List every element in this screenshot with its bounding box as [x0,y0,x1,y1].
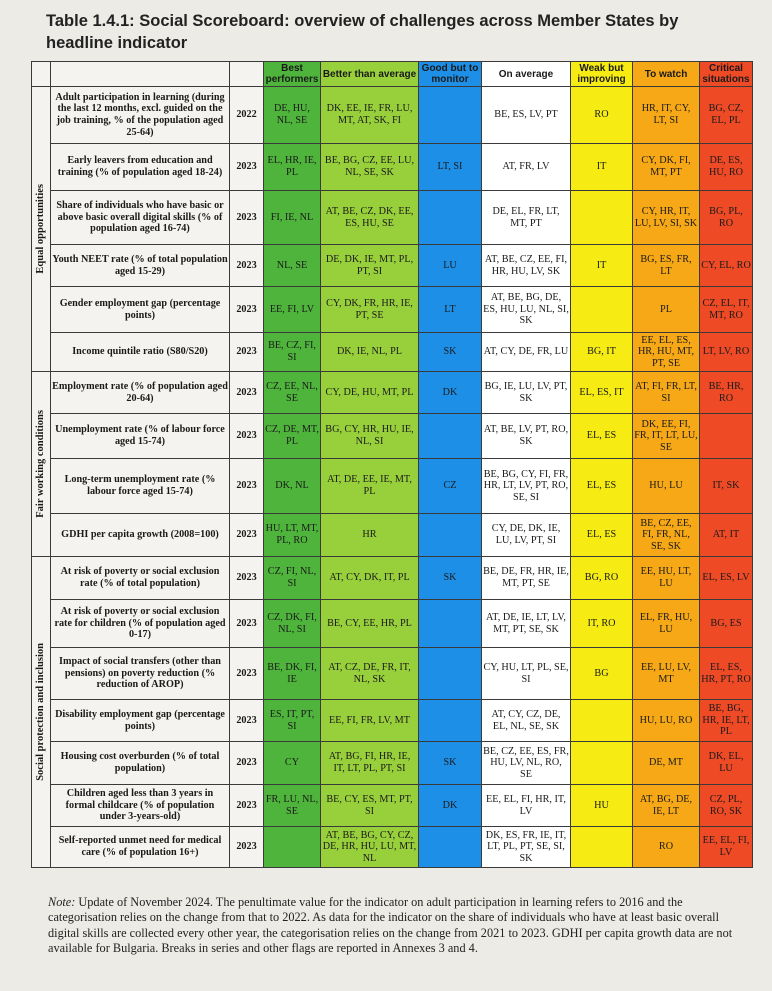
column-header: Weak but improving [571,62,633,87]
country-cell: CY, HU, LT, PL, SE, SI [482,648,571,700]
country-cell: ES, IT, PT, SI [264,700,321,742]
country-cell [571,742,633,785]
indicator-label: Children aged less than 3 years in formal childcare (% of population under 3-years-old) [51,785,230,827]
indicator-year: 2023 [230,287,264,333]
country-cell: BE, DK, FI, IE [264,648,321,700]
social-scoreboard-table [31,61,753,868]
country-cell: LT [419,287,482,333]
country-cell: CY, DE, HU, MT, PL [321,372,419,414]
indicator-label: Housing cost overburden (% of total population) [51,742,230,785]
indicator-label: Unemployment rate (% of labour force aged 15-74) [51,414,230,459]
country-cell: CY, DK, FR, HR, IE, PT, SE [321,287,419,333]
column-header: Critical situations [700,62,753,87]
country-cell: SK [419,557,482,600]
country-cell: AT, DE, IE, LT, LV, MT, PT, SE, SK [482,600,571,648]
country-cell: AT, BE, CZ, DK, EE, ES, HU, SE [321,191,419,245]
table-row [32,600,753,648]
country-cell [419,700,482,742]
indicator-label: GDHI per capita growth (2008=100) [51,514,230,557]
country-cell [419,414,482,459]
country-cell: AT, BE, BG, DE, ES, HU, LU, NL, SI, SK [482,287,571,333]
country-cell: LT, LV, RO [700,333,753,372]
country-cell: IT [571,144,633,191]
country-cell [419,827,482,868]
table-row [32,557,753,600]
country-cell: CY, HR, IT, LU, LV, SI, SK [633,191,700,245]
country-cell: DK [419,785,482,827]
table-row [32,648,753,700]
country-cell: DK, IE, NL, PL [321,333,419,372]
indicator-label: Adult participation in learning (during the last 12 months, excl. guided on the job training, % of the population aged 25-64) [51,87,230,144]
group-label: Equal opportunities [35,184,47,274]
indicator-year: 2023 [230,144,264,191]
country-cell: AT, CZ, DE, FR, IT, NL, SK [321,648,419,700]
header-blank [230,62,264,87]
indicator-label: Employment rate (% of population aged 20-64) [51,372,230,414]
country-cell: BE, BG, CY, FI, FR, HR, LT, LV, PT, RO, SE, SI [482,459,571,514]
country-cell: DK, EE, IE, FR, LU, MT, AT, SK, FI [321,87,419,144]
country-cell: EE, EL, ES, HR, HU, MT, PT, SE [633,333,700,372]
group-label: Fair working conditions [35,410,47,518]
indicator-year: 2023 [230,414,264,459]
country-cell: HU, LT, MT, PL, RO [264,514,321,557]
group-cell [32,372,51,557]
indicator-label: Early leavers from education and training (% of population aged 18-24) [51,144,230,191]
country-cell: DK, NL [264,459,321,514]
header-blank [51,62,230,87]
country-cell: EE, FI, LV [264,287,321,333]
country-cell: BE, DE, FR, HR, IE, MT, PT, SE [482,557,571,600]
country-cell: DE, EL, FR, LT, MT, PT [482,191,571,245]
country-cell: BG, IT [571,333,633,372]
country-cell: CY, DK, FI, MT, PT [633,144,700,191]
country-cell [571,700,633,742]
country-cell: EL, HR, IE, PL [264,144,321,191]
country-cell: CZ, PL, RO, SK [700,785,753,827]
country-cell: BE, BG, CZ, EE, LU, NL, SE, SK [321,144,419,191]
table-row [32,700,753,742]
country-cell: BG, RO [571,557,633,600]
table-row [32,287,753,333]
country-cell: AT, FR, LV [482,144,571,191]
country-cell: AT, BE, BG, CY, CZ, DE, HR, HU, LU, MT, NL [321,827,419,868]
indicator-label: Impact of social transfers (other than pensions) on poverty reduction (% reduction of AROP) [51,648,230,700]
country-cell: BE, CZ, EE, FI, FR, NL, SE, SK [633,514,700,557]
country-cell: EL, FR, HU, LU [633,600,700,648]
country-cell: EL, ES, IT [571,372,633,414]
indicator-year: 2023 [230,700,264,742]
table-row [32,742,753,785]
country-cell: EL, ES [571,514,633,557]
country-cell: EE, HU, LT, LU [633,557,700,600]
country-cell: AT, DE, EE, IE, MT, PL [321,459,419,514]
country-cell: AT, IT [700,514,753,557]
table-row [32,459,753,514]
country-cell: BE, CY, EE, HR, PL [321,600,419,648]
indicator-year: 2023 [230,557,264,600]
country-cell: SK [419,333,482,372]
country-cell: BG, CY, HR, HU, IE, NL, SI [321,414,419,459]
country-cell: EL, ES, LV [700,557,753,600]
country-cell: IT [571,245,633,287]
country-cell: HU, LU [633,459,700,514]
country-cell [419,648,482,700]
country-cell: FR, LU, NL, SE [264,785,321,827]
group-cell [32,557,51,868]
indicator-year: 2023 [230,648,264,700]
table-row [32,372,753,414]
note-label: Note: [48,895,76,909]
indicator-year: 2023 [230,827,264,868]
country-cell: CY, DE, DK, IE, LU, LV, PT, SI [482,514,571,557]
table-note [48,895,738,957]
country-cell: HR [321,514,419,557]
indicator-label: At risk of poverty or social exclusion rate (% of total population) [51,557,230,600]
country-cell: BE, CY, ES, MT, PT, SI [321,785,419,827]
country-cell: CZ, DE, MT, PL [264,414,321,459]
country-cell: CZ, EE, NL, SE [264,372,321,414]
table-row [32,827,753,868]
country-cell: CZ, EL, IT, MT, RO [700,287,753,333]
country-cell: DK, EL, LU [700,742,753,785]
table-row [32,333,753,372]
country-cell: DK [419,372,482,414]
country-cell: HR, IT, CY, LT, SI [633,87,700,144]
country-cell: EL, ES [571,459,633,514]
country-cell: EE, EL, FI, LV [700,827,753,868]
country-cell: PL [633,287,700,333]
table-row [32,414,753,459]
indicator-year: 2023 [230,459,264,514]
country-cell: CZ, FI, NL, SI [264,557,321,600]
table-row [32,514,753,557]
header-row [32,62,753,87]
indicator-label: Gender employment gap (percentage points) [51,287,230,333]
group-label: Social protection and inclusion [35,643,47,781]
country-cell: AT, BE, LV, PT, RO, SK [482,414,571,459]
column-header: To watch [633,62,700,87]
indicator-year: 2023 [230,785,264,827]
note-text: Update of November 2024. The penultimate value for the indicator on adult participation in learning refers to 2016 and the categorisation relies on the change from that to 2022. As data for the indicator on the share of individuals who have at least basic overall digital skills are collected every other year, the categorisation relies on the change from 2021 to 2023. GDHI per capita growth data are not available for Bulgaria. Breaks in series and other flags are reported in Annexes 3 and 4. [48,895,733,956]
group-cell [32,87,51,372]
country-cell [419,87,482,144]
country-cell: DE, MT [633,742,700,785]
country-cell [264,827,321,868]
country-cell: BG, ES [700,600,753,648]
country-cell: CZ, DK, FI, NL, SI [264,600,321,648]
country-cell: CY, EL, RO [700,245,753,287]
country-cell: DE, ES, HU, RO [700,144,753,191]
country-cell: AT, BE, CZ, EE, FI, HR, HU, LV, SK [482,245,571,287]
country-cell: LT, SI [419,144,482,191]
indicator-year: 2023 [230,600,264,648]
country-cell: EE, LU, LV, MT [633,648,700,700]
country-cell: BE, HR, RO [700,372,753,414]
country-cell: DK, ES, FR, IE, IT, LT, PL, PT, SE, SI, SK [482,827,571,868]
country-cell [571,287,633,333]
country-cell: BE, ES, LV, PT [482,87,571,144]
country-cell: AT, BG, DE, IE, LT [633,785,700,827]
country-cell [571,827,633,868]
column-header: Best performers [264,62,321,87]
indicator-label: Income quintile ratio (S80/S20) [51,333,230,372]
indicator-label: At risk of poverty or social exclusion rate for children (% of population aged 0-17) [51,600,230,648]
country-cell: RO [571,87,633,144]
country-cell [700,414,753,459]
country-cell: BG, CZ, EL, PL [700,87,753,144]
country-cell: FI, IE, NL [264,191,321,245]
country-cell [571,191,633,245]
indicator-year: 2023 [230,514,264,557]
country-cell: AT, FI, FR, LT, SI [633,372,700,414]
column-header: On average [482,62,571,87]
country-cell: RO [633,827,700,868]
country-cell: CY [264,742,321,785]
country-cell [419,514,482,557]
indicator-year: 2023 [230,333,264,372]
indicator-year: 2023 [230,245,264,287]
country-cell [419,600,482,648]
indicator-label: Youth NEET rate (% of total population aged 15-29) [51,245,230,287]
header-blank [32,62,51,87]
indicator-year: 2023 [230,742,264,785]
table-row [32,87,753,144]
country-cell [419,191,482,245]
country-cell: AT, CY, CZ, DE, EL, NL, SE, SK [482,700,571,742]
country-cell: BG, ES, FR, LT [633,245,700,287]
country-cell: BE, CZ, EE, ES, FR, HU, LV, NL, RO, SE [482,742,571,785]
indicator-label: Long-term unemployment rate (% labour force aged 15-74) [51,459,230,514]
country-cell: IT, SK [700,459,753,514]
country-cell: LU [419,245,482,287]
table-row [32,191,753,245]
indicator-year: 2022 [230,87,264,144]
country-cell: SK [419,742,482,785]
indicator-year: 2023 [230,372,264,414]
country-cell: HU, LU, RO [633,700,700,742]
column-header: Better than average [321,62,419,87]
country-cell: NL, SE [264,245,321,287]
indicator-label: Share of individuals who have basic or above basic overall digital skills (% of population aged 16-74) [51,191,230,245]
country-cell: CZ [419,459,482,514]
country-cell: DK, EE, FI, FR, IT, LT, LU, SE [633,414,700,459]
country-cell: DE, HU, NL, SE [264,87,321,144]
table-row [32,785,753,827]
country-cell: HU [571,785,633,827]
country-cell: AT, CY, DE, FR, LU [482,333,571,372]
table-row [32,245,753,287]
indicator-label: Disability employment gap (percentage points) [51,700,230,742]
country-cell: EE, FI, FR, LV, MT [321,700,419,742]
country-cell: DE, DK, IE, MT, PL, PT, SI [321,245,419,287]
country-cell: EE, EL, FI, HR, IT, LV [482,785,571,827]
country-cell: BG [571,648,633,700]
column-header: Good but to monitor [419,62,482,87]
country-cell: BE, CZ, FI, SI [264,333,321,372]
table-row [32,144,753,191]
country-cell: EL, ES [571,414,633,459]
country-cell: BG, PL, RO [700,191,753,245]
indicator-year: 2023 [230,191,264,245]
indicator-label: Self-reported unmet need for medical care (% of population 16+) [51,827,230,868]
country-cell: EL, ES, HR, PT, RO [700,648,753,700]
country-cell: AT, BG, FI, HR, IE, IT, LT, PL, PT, SI [321,742,419,785]
table-title: Table 1.4.1: Social Scoreboard: overview of challenges across Member States by headline indicator [46,12,679,52]
country-cell: IT, RO [571,600,633,648]
country-cell: BG, IE, LU, LV, PT, SK [482,372,571,414]
country-cell: AT, CY, DK, IT, PL [321,557,419,600]
country-cell: BE, BG, HR, IE, LT, PL [700,700,753,742]
